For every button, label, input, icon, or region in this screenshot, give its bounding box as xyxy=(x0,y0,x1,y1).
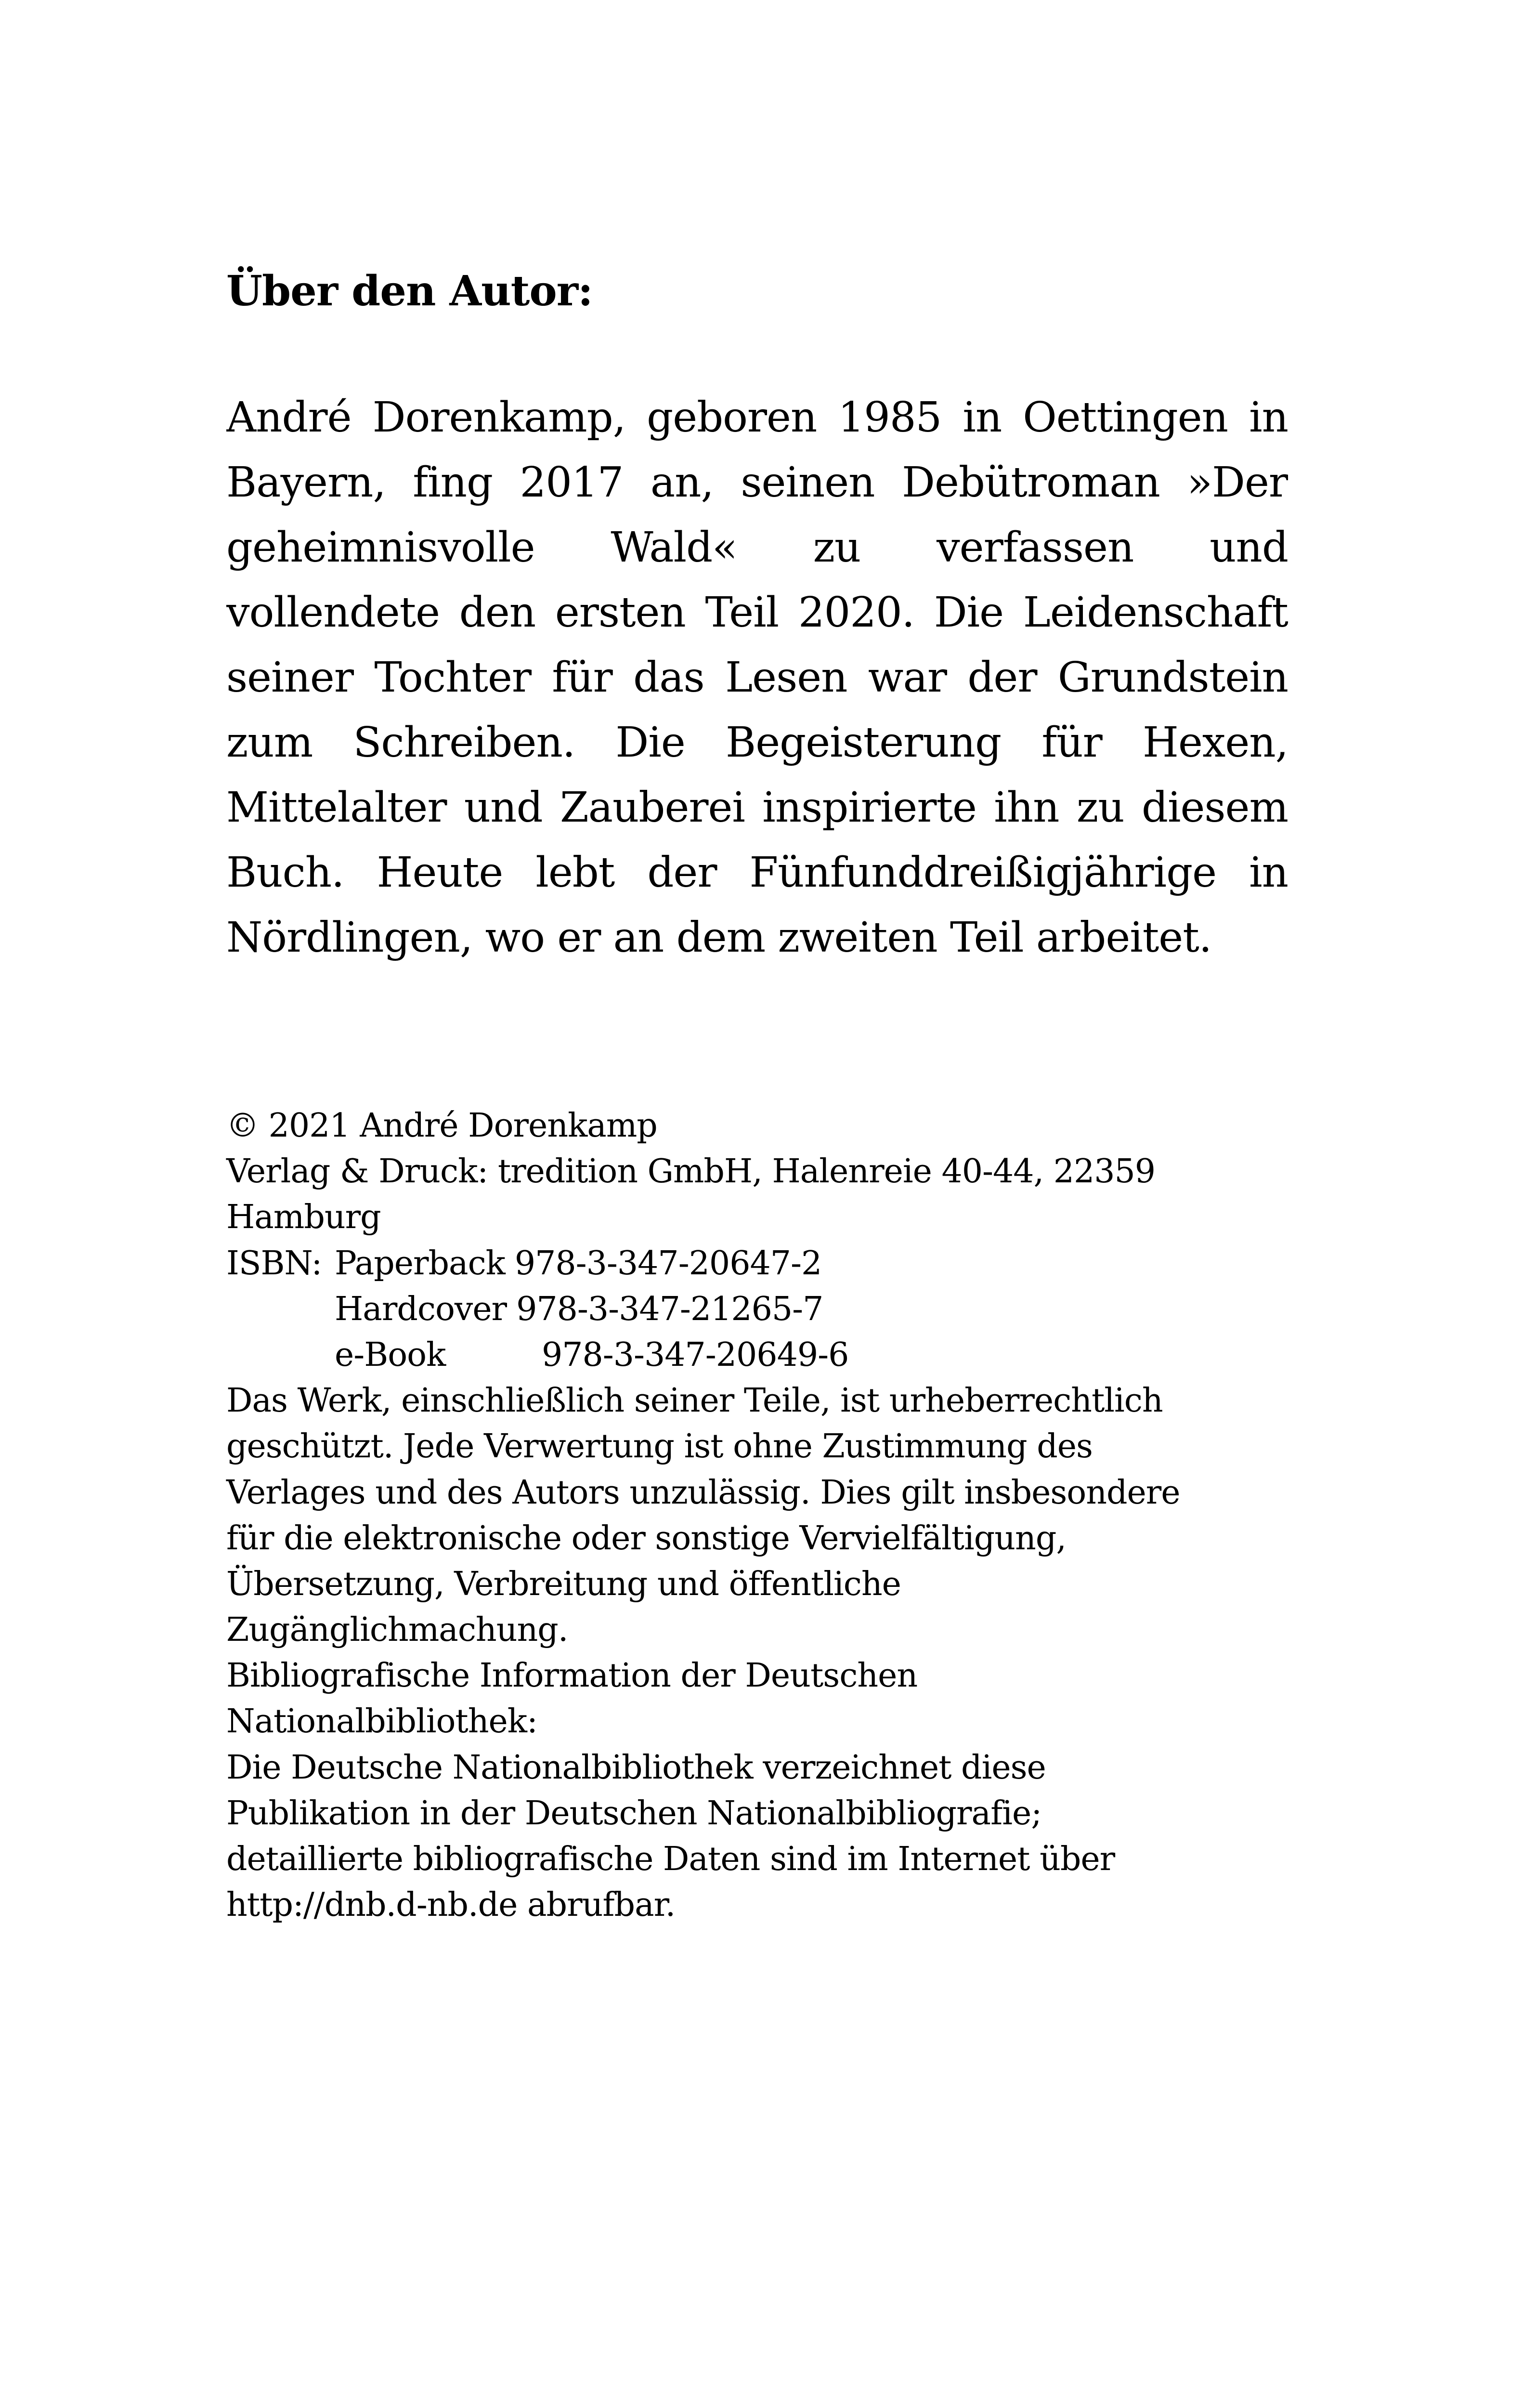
bio-line: Mittelalter und Zauberei inspirierte ihn zu diesem xyxy=(226,784,1288,832)
isbn-number: 978-3-347-21265-7 xyxy=(516,1290,823,1328)
legal-line: Zugänglichmachung. xyxy=(226,1611,568,1649)
legal-line: Bibliografische Information der Deutschen xyxy=(226,1657,918,1695)
isbn-type: Paperback xyxy=(335,1244,505,1283)
bio-line: seiner Tochter für das Lesen war der Grundstein xyxy=(226,654,1288,702)
isbn-label: ISBN: xyxy=(226,1244,322,1283)
legal-line: geschützt. Jede Verwertung ist ohne Zustimmung des xyxy=(226,1427,1093,1466)
publisher-line: Verlag & Druck: tredition GmbH, Halenreie 40-44, 22359 xyxy=(226,1152,1156,1191)
legal-line: Verlages und des Autors unzulässig. Dies gilt insbesondere xyxy=(226,1473,1180,1512)
dnb-url-line: http://dnb.d-nb.de abrufbar. xyxy=(226,1886,676,1924)
legal-line: Übersetzung, Verbreitung und öffentliche xyxy=(226,1565,901,1603)
copyright-line: © 2021 André Dorenkamp xyxy=(226,1107,657,1145)
imprint-block xyxy=(226,1103,1334,1928)
bio-line: André Dorenkamp, geboren 1985 in Oettingen in xyxy=(226,393,1288,442)
legal-line: für die elektronische oder sonstige Vervielfältigung, xyxy=(226,1519,1066,1557)
legal-line: Nationalbibliothek: xyxy=(226,1702,537,1741)
isbn-type: Hardcover xyxy=(335,1290,507,1328)
bio-line: vollendete den ersten Teil 2020. Die Leidenschaft xyxy=(226,589,1288,637)
legal-line: Die Deutsche Nationalbibliothek verzeichnet diese xyxy=(226,1748,1046,1787)
bio-line: zum Schreiben. Die Begeisterung für Hexen, xyxy=(226,719,1288,767)
legal-line: Das Werk, einschließlich seiner Teile, ist urheberrechtlich xyxy=(226,1382,1163,1420)
bio-line: Nördlingen, wo er an dem zweiten Teil arbeitet. xyxy=(226,914,1212,962)
bio-line: Buch. Heute lebt der Fünfunddreißigjährige in xyxy=(226,849,1288,897)
bio-line: Bayern, fing 2017 an, seinen Debütroman »Der xyxy=(226,458,1288,507)
isbn-number: 978-3-347-20649-6 xyxy=(542,1335,849,1374)
publisher-city: Hamburg xyxy=(226,1198,381,1237)
legal-line: Publikation in der Deutschen Nationalbibliografie; xyxy=(226,1794,1042,1832)
isbn-row-ebook xyxy=(226,1332,1334,1378)
bio-line: geheimnisvolle Wald« zu verfassen und xyxy=(226,523,1288,572)
about-author-heading: Über den Autor: xyxy=(226,267,593,315)
isbn-type: e-Book xyxy=(335,1335,446,1374)
legal-line: detaillierte bibliografische Daten sind im Internet über xyxy=(226,1840,1115,1878)
isbn-row-paperback xyxy=(226,1241,1334,1286)
isbn-row-hardcover xyxy=(226,1286,1334,1332)
author-bio xyxy=(226,385,1288,970)
isbn-number: 978-3-347-20647-2 xyxy=(514,1244,822,1283)
